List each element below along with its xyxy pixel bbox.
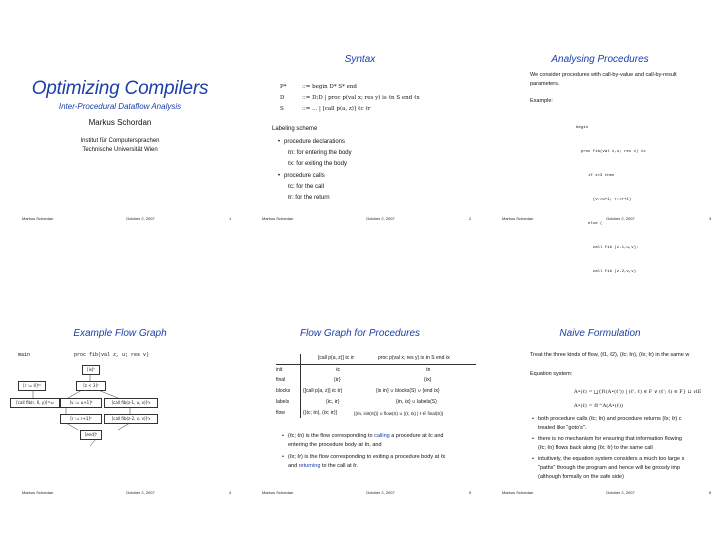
- slide-6: [480, 274, 720, 548]
- text: • both procedure calls (ℓc; ℓn) and procedure returns (ℓx; ℓr) c: [538, 416, 682, 422]
- cell: ℓc: [336, 367, 341, 373]
- bullet: [288, 453, 445, 471]
- row-name: labels: [276, 399, 290, 405]
- intro-text: Treat the three kinds of flow, (ℓ1, ℓ2), (ℓc; ℓn), (ℓx; ℓr) in the same w: [530, 352, 690, 358]
- table-rule: [276, 364, 476, 365]
- example-label: Example:: [530, 98, 553, 104]
- slide-title: Syntax: [344, 54, 376, 65]
- row-name: final: [276, 377, 286, 383]
- footer-page: 2: [469, 216, 472, 221]
- grammar-rule: [280, 104, 420, 115]
- institution-line: Technische Universität Wien: [82, 147, 158, 153]
- flow-node: [call fib(z-2, v, v)]⁷₈: [104, 414, 158, 424]
- text: (ℓc; ℓn) flows back along (ℓx; ℓr) to the same call: [538, 445, 653, 451]
- row-name: blocks: [276, 388, 291, 394]
- text: • intuitively, the equation system considers a much too large s: [538, 456, 685, 462]
- cell: {is ℓn} ∪ blocks(S) ∪ {end ℓx}: [376, 388, 440, 394]
- footer-page: 3: [709, 216, 712, 221]
- text: and: [288, 463, 299, 469]
- labeling-heading: Labeling scheme: [272, 126, 318, 132]
- flow-node: [r := r+1]⁶: [60, 414, 102, 424]
- row-name: init: [276, 367, 283, 373]
- slide-footer: [262, 216, 472, 224]
- row-name: flow: [276, 410, 285, 416]
- bullet: • procedure calls: [284, 171, 325, 183]
- cell: {[call p(a, z)] ℓc ℓr}: [303, 388, 343, 394]
- footer-date: October 2, 2007: [366, 216, 395, 221]
- flow-node: [r := 0]¹⁰: [18, 381, 46, 391]
- text: a procedure at ℓc and: [389, 433, 444, 439]
- footer-author: Markus Schordan: [502, 490, 534, 495]
- cell: {ℓx}: [424, 377, 432, 383]
- flow-node: [v := u+1]³: [60, 398, 102, 408]
- cell: {(ℓn, init(S))} ∪ flow(S) ∪ {(ℓ, ℓx) | ℓ ∈ final(S)}: [354, 411, 444, 416]
- flow-table: [276, 354, 476, 424]
- main-label: main: [18, 352, 31, 358]
- grammar-rule: [280, 93, 420, 104]
- bullet: [538, 415, 681, 433]
- footer-author: Markus Schordan: [22, 216, 54, 221]
- slide-footer: [22, 490, 232, 498]
- footer-author: Markus Schordan: [502, 216, 534, 221]
- sub-item: ℓn: for entering the body: [288, 150, 352, 156]
- code-line: else (: [576, 222, 603, 226]
- slide-1: [0, 0, 240, 274]
- grammar-lhs: D: [280, 95, 285, 101]
- slide-footer: [22, 216, 232, 224]
- footer-page: 1: [229, 216, 232, 221]
- intro-line: parameters.: [530, 81, 560, 87]
- grammar-lhs: S: [280, 106, 284, 112]
- slide-footer: [502, 490, 712, 498]
- code-line: (v:=u+1; r:=r+1): [576, 198, 632, 202]
- slide-3: [480, 0, 720, 274]
- grammar-rhs: ::= ... | [call p(a, z)] ℓc ℓr: [302, 106, 371, 112]
- cell: {ℓc, ℓr}: [326, 399, 340, 405]
- table-header: [call p(a, z)] ℓc ℓr: [318, 355, 355, 361]
- slide-title: Example Flow Graph: [73, 328, 167, 339]
- grammar-rhs: ::= begin D* S* end: [302, 84, 357, 90]
- table-header: proc p(val x; res y) is ℓn S end ℓx: [378, 355, 450, 361]
- flow-edges: [0, 274, 240, 548]
- proc-label: proc fib(val z, u; res v): [74, 352, 150, 358]
- code-line: proc fib(val z,u; res v) is: [576, 150, 646, 154]
- slide-5: [240, 274, 480, 548]
- slide-title: Naive Formulation: [559, 328, 641, 339]
- cell: ℓn: [426, 367, 431, 373]
- intro-text: [530, 71, 677, 89]
- grammar-lhs: P*: [280, 84, 287, 90]
- equation-label: Equation system:: [530, 371, 573, 377]
- equation: A•(ℓ) = fℓ^A(A•(ℓ)): [574, 403, 624, 409]
- table-rule: [300, 354, 301, 418]
- slide-title: Flow Graph for Procedures: [299, 328, 421, 339]
- footer-author: Markus Schordan: [22, 490, 54, 495]
- code-block: [576, 108, 646, 274]
- grammar-rule: [280, 82, 420, 93]
- code-line: call fib (z-2,v,v): [576, 270, 637, 274]
- author: Markus Schordan: [88, 118, 152, 127]
- slide-4: [0, 274, 240, 548]
- bullet: • procedure declarations: [284, 137, 345, 149]
- text: • (ℓx; ℓr) is the flow corresponding to exiting a procedure body at ℓx: [288, 454, 446, 460]
- sub-item: ℓr: for the return: [288, 195, 330, 201]
- equation: A•(ℓ) = ⨆{fℓ(A•(ℓ')) | (ℓ', ℓ) ∈ F ∨ (ℓ'; ℓ) ∈ F} ⊔ ιℓE: [574, 389, 702, 395]
- footer-date: October 2, 2007: [606, 216, 635, 221]
- footer-date: October 2, 2007: [606, 490, 635, 495]
- footer-author: Markus Schordan: [262, 490, 294, 495]
- highlight: returning: [298, 463, 321, 469]
- grammar-rhs: ::= D;D | proc p(val x; res y) is ℓn S end ℓx: [302, 95, 420, 101]
- slide-footer: [502, 216, 712, 224]
- slide-footer: [262, 490, 472, 498]
- text: "paths" through the program and hence will be grossly imp: [538, 465, 681, 471]
- institution: [0, 137, 240, 155]
- sub-item: ℓx: for exiting the body: [288, 161, 347, 167]
- bullet: [538, 455, 684, 482]
- intro-line: We consider procedures with call-by-value and call-by-result: [530, 72, 677, 78]
- footer-date: October 2, 2007: [126, 216, 155, 221]
- footer-page: 6: [709, 490, 712, 495]
- cell: {ℓn, ℓx} ∪ labels(S): [396, 399, 437, 405]
- footer-page: 5: [469, 490, 472, 495]
- flow-node: [call fib(z-1, u, v)]⁴₅: [104, 398, 158, 408]
- slide-title: Analysing Procedures: [551, 54, 649, 65]
- slide-2: [240, 0, 480, 274]
- slide-title: Optimizing Compilers: [31, 78, 209, 99]
- code-line: if z<3 then: [576, 174, 615, 178]
- sub-item: ℓc: for the call: [288, 184, 324, 190]
- code-line: begin: [576, 126, 589, 130]
- cell: {ℓr}: [334, 377, 341, 383]
- cell: {(ℓc; ℓn), (ℓx; ℓr)}: [303, 410, 338, 416]
- footer-date: October 2, 2007: [126, 490, 155, 495]
- code-line: call fib (z-1,u,v);: [576, 246, 639, 250]
- text: treated like "goto's".: [538, 425, 587, 431]
- text: (ℓc; ℓn) is the flow corresponding to: [288, 433, 375, 439]
- institution-line: Institut für Computersprachen: [80, 138, 160, 144]
- bullet: [538, 435, 682, 453]
- text: • there is no mechanism for ensuring that information flowing: [538, 436, 682, 442]
- text: entering the procedure body at ℓn, and: [288, 442, 382, 448]
- flow-node: [z < 3]²: [76, 381, 106, 391]
- grammar: [280, 82, 420, 115]
- flow-node: [end]⁹: [80, 430, 102, 440]
- slide-subtitle: Inter-Procedural Dataflow Analysis: [58, 102, 182, 111]
- footer-author: Markus Schordan: [262, 216, 294, 221]
- flow-node: [is]⁰: [82, 365, 100, 375]
- footer-page: 4: [229, 490, 232, 495]
- bullet: [288, 432, 443, 450]
- highlight: calling: [374, 433, 390, 439]
- footer-date: October 2, 2007: [366, 490, 395, 495]
- flow-node: [call fib(r, 0, y)]¹¹₁₂: [10, 398, 60, 408]
- text: to the call at ℓr.: [320, 463, 358, 469]
- text: (although formally on the safe side): [538, 474, 624, 480]
